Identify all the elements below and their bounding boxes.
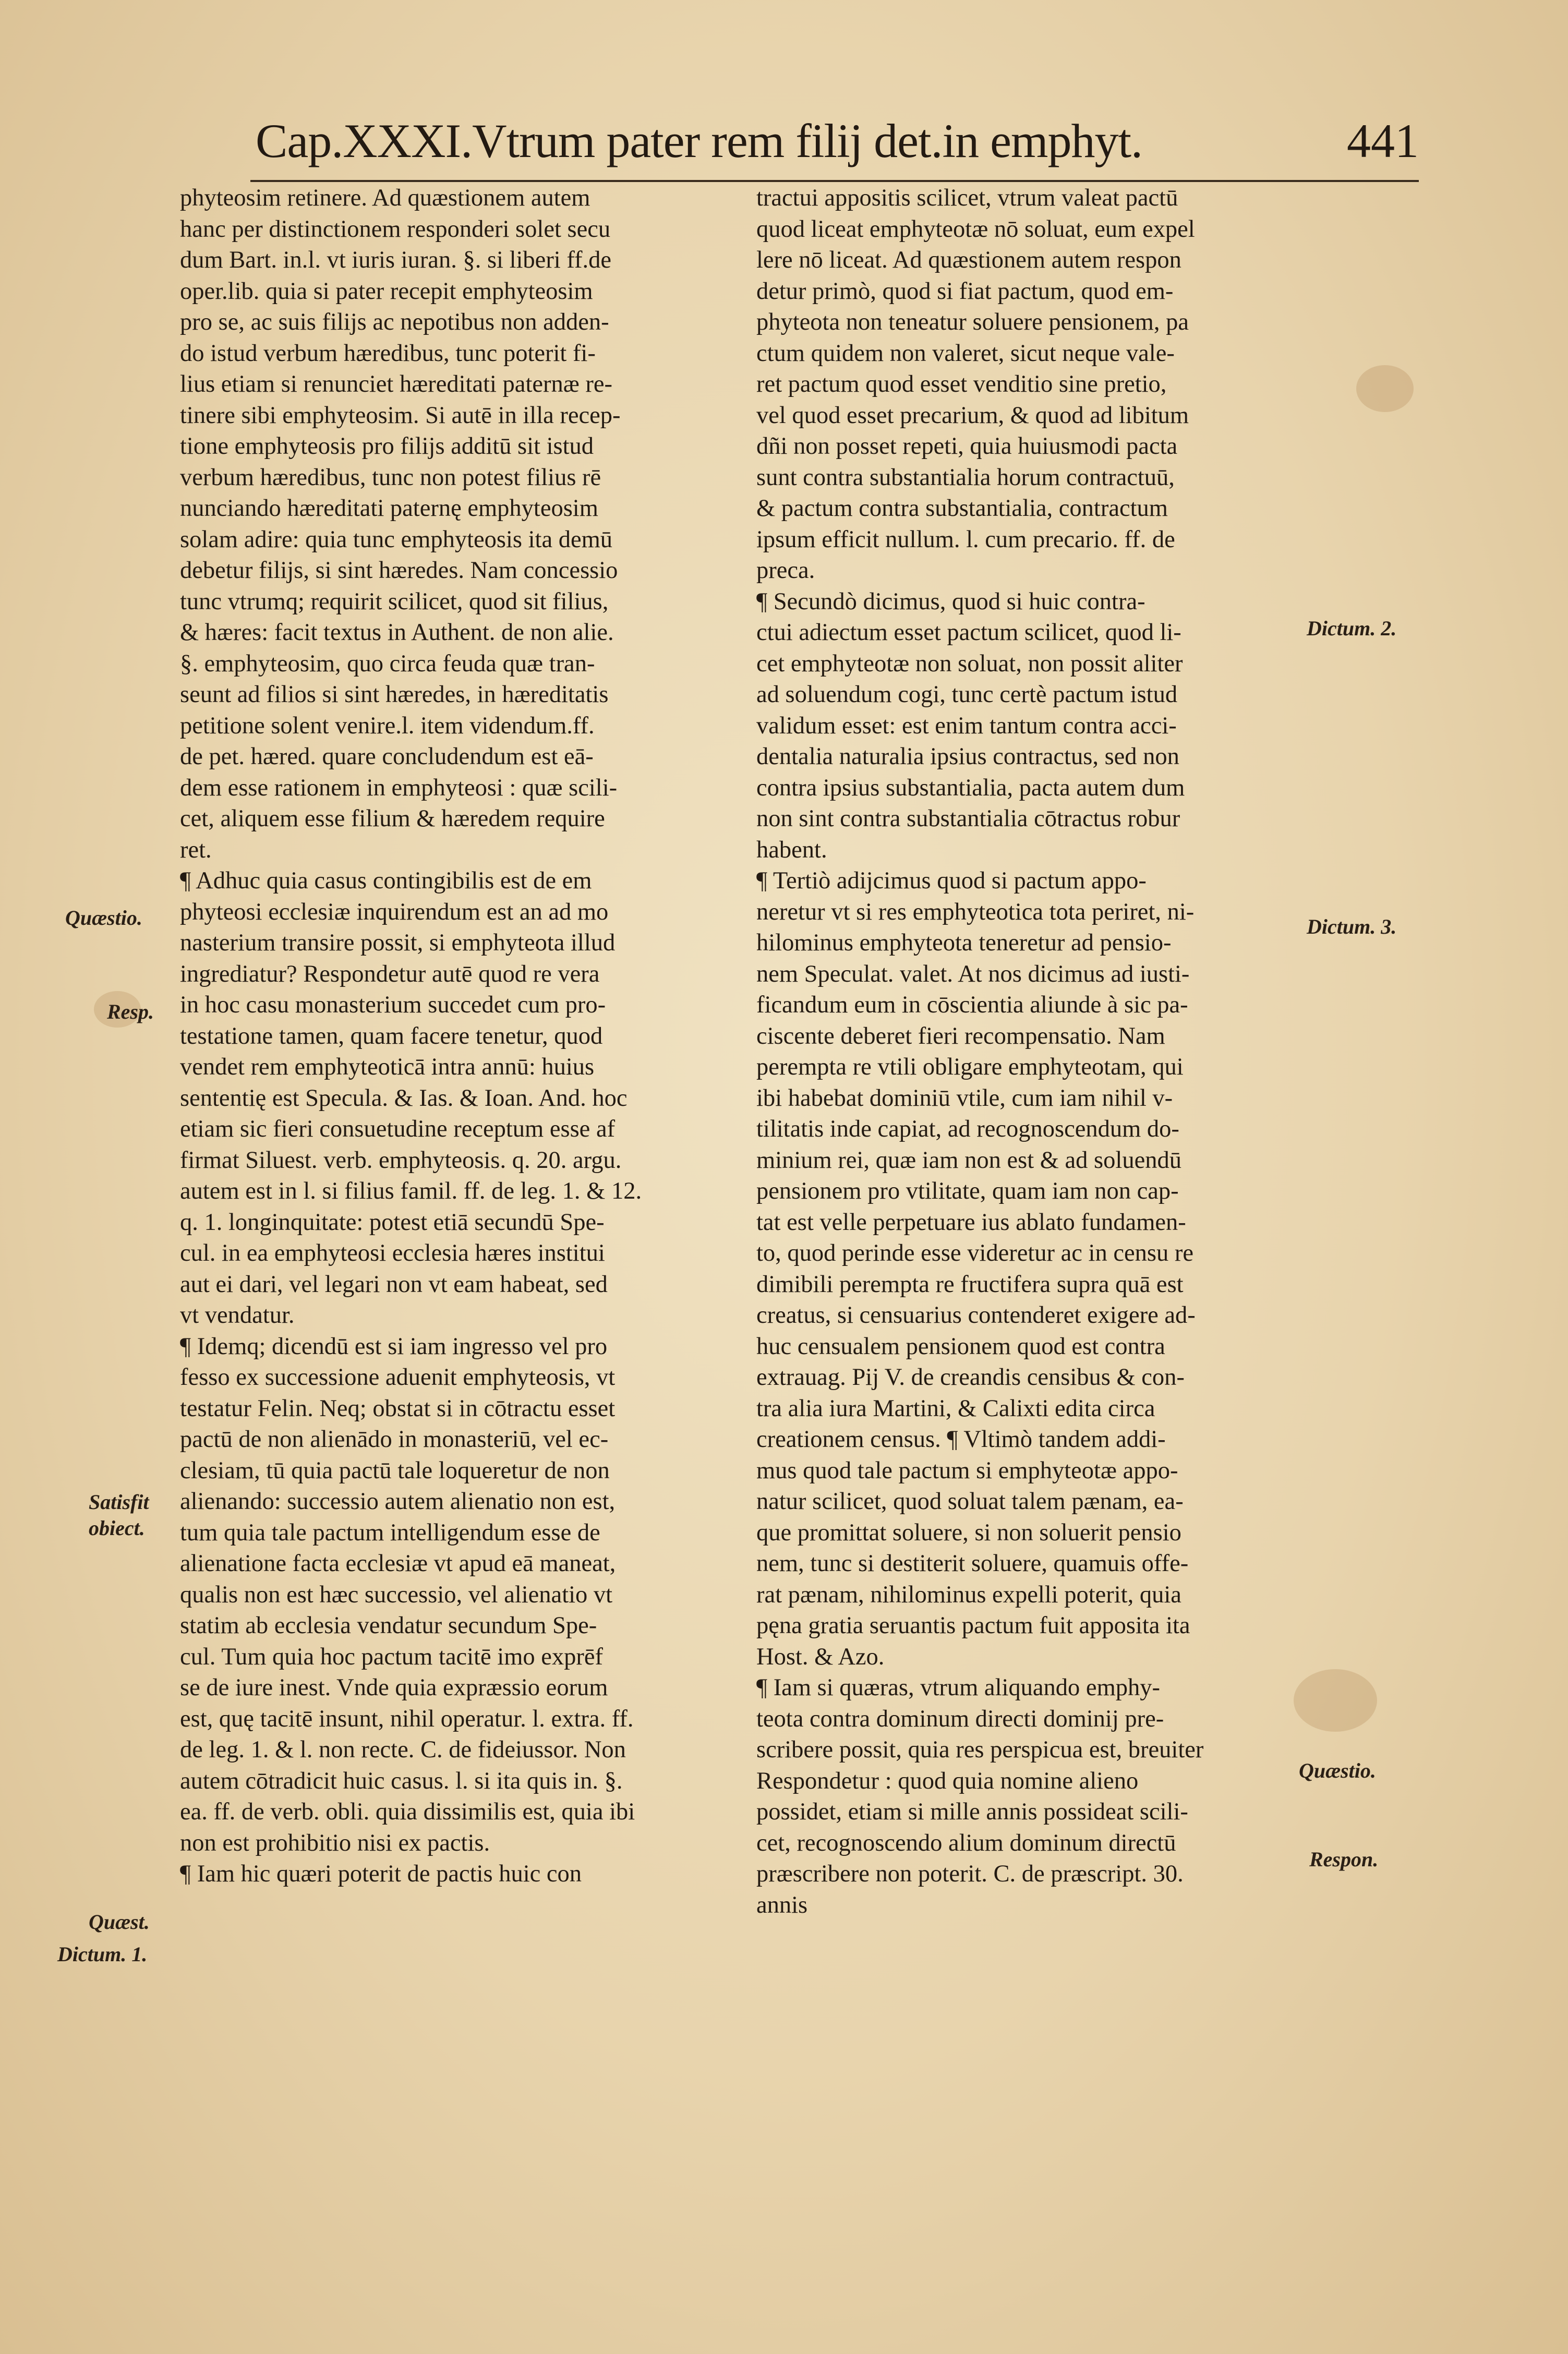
text-line: pęna gratia seruantis pactum fuit apposita ita [756,1612,1190,1639]
text-line: verbum hæredibus, tunc non potest filius rē [180,464,601,491]
text-line: vendet rem emphyteoticā intra annū: huius [180,1054,595,1080]
text-line: hanc per distinctionem responderi solet secu [180,215,611,243]
text-line: mus quod tale pactum si emphyteotæ appo- [756,1457,1178,1484]
text-line: ibi habebat dominiū vtile, cum iam nihil v- [756,1084,1173,1112]
text-line: creationem census. ¶ Vltimò tandem addi- [756,1426,1166,1453]
text-line: phyteosi ecclesiæ inquirendum est an ad mo [180,898,609,925]
text-line: dimibili perempta re fructifera supra quā est [756,1271,1184,1298]
text-line: minium rei, quæ iam non est & ad soluendū [756,1146,1181,1174]
text-line: nunciando hæreditati paternę emphyteosim [180,495,598,522]
text-line: extrauag. Pij V. de creandis censibus & con- [756,1364,1185,1391]
text-line: ciscente deberet fieri recompensatio. Nam [756,1022,1165,1049]
text-line: ret. [180,836,212,863]
text-line: se de iure inest. Vnde quia expræssio eorum [180,1674,608,1701]
margin-note-dictum-2: Dictum. 2. [1307,617,1397,640]
text-line: etiam sic fieri consuetudine receptum esse af [180,1116,616,1142]
foxing-stain [1356,365,1414,412]
text-line: to, quod perinde esse videretur ac in censu re [756,1240,1193,1266]
text-line: ¶ Iam hic quæri poterit de pactis huic con [180,1861,582,1887]
text-line: dñi non posset repeti, quia huiusmodi pacta [756,433,1178,460]
foxing-stain [1294,1669,1377,1732]
text-line: q. 1. longinquitate: potest etiā secundū Spe- [180,1209,605,1236]
margin-note-satisfit-line2: obiect. [89,1516,145,1540]
text-line: annis [756,1891,808,1918]
text-line: perempta re vtili obligare emphyteotam, qui [756,1054,1184,1080]
margin-note-resp: Resp. [107,1000,154,1023]
text-line: non sint contra substantialia cōtractus robur [756,805,1180,832]
text-line: Host. & Azo. [756,1643,885,1670]
text-line: tat est velle perpetuare ius ablato fundamen- [756,1209,1186,1236]
text-line: nasterium transire possit, si emphyteota illud [180,929,616,956]
margin-note-questio: Quæstio. [65,906,142,929]
text-line: ingrediatur? Respondetur autē quod re vera [180,960,600,987]
text-line: creatus, si censuarius contenderet exigere ad- [756,1302,1196,1329]
text-line: de leg. 1. & l. non recte. C. de fideiussor. Non [180,1736,626,1763]
text-line: §. emphyteosim, quo circa feuda quæ tran- [180,650,595,677]
text-line: statim ab ecclesia vendatur secundum Spe- [180,1612,597,1639]
text-line: hilominus emphyteota teneretur ad pensio- [756,929,1172,956]
margin-note-questio-right: Quæstio. [1299,1759,1376,1782]
text-line: tra alia iura Martini, & Calixti edita circa [756,1395,1155,1422]
text-line: neretur vt si res emphyteotica tota periret, ni- [756,898,1195,925]
text-line: pactū de non alienādo in monasteriū, vel ec- [180,1426,609,1453]
text-line: ¶ Tertiò adijcimus quod si pactum appo- [756,867,1147,894]
text-line: do istud verbum hæredibus, tunc poterit fi- [180,340,596,367]
text-line: non est prohibitio nisi ex pactis. [180,1829,490,1856]
text-line: scribere possit, quia res perspicua est, breuiter [756,1736,1204,1763]
text-line: tione emphyteosis pro filijs additū sit istud [180,433,594,460]
margin-note-dictum-3: Dictum. 3. [1307,915,1397,938]
text-line: testatione tamen, quam facere tenetur, quod [180,1022,603,1049]
text-line: clesiam, tū quia pactū tale loqueretur de non [180,1457,610,1484]
text-line: pro se, ac suis filijs ac nepotibus non adden- [180,309,609,335]
text-line: cet emphyteotæ non soluat, non possit aliter [756,650,1183,677]
text-line: ctum quidem non valeret, sicut neque vale- [756,340,1175,367]
text-line: vt vendatur. [180,1302,295,1329]
margin-note-satisfit-line1: Satisfit [89,1490,149,1514]
text-line: tilitatis inde capiat, ad recognoscendum do- [756,1116,1179,1142]
text-line: lius etiam si renunciet hæreditati paternæ re- [180,371,612,397]
text-line: nem Speculat. valet. At nos dicimus ad iusti- [756,960,1190,987]
text-line: detur primò, quod si fiat pactum, quod em- [756,277,1174,305]
margin-note-respon: Respon. [1309,1848,1379,1871]
text-line: validum esset: est enim tantum contra acci- [756,712,1177,739]
text-line: seunt ad filios si sint hæredes, in hæreditatis [180,681,609,708]
text-line: pensionem pro vtilitate, quam iam non cap- [756,1178,1179,1204]
text-line: ipsum efficit nullum. l. cum precario. ff. de [756,526,1175,553]
text-line: ea. ff. de verb. obli. quia dissimilis est, quia ibi [180,1798,635,1825]
text-line: ctui adiectum esset pactum scilicet, quod li- [756,619,1181,646]
text-line: præscribere non poterit. C. de præscript. 30. [756,1861,1184,1887]
text-line: phyteota non teneatur soluere pensionem, pa [756,309,1189,335]
text-line: phyteosim retinere. Ad quæstionem autem [180,185,590,211]
text-line: Respondetur : quod quia nomine alieno [756,1767,1139,1794]
text-line: qualis non est hæc successio, vel alienatio vt [180,1581,613,1608]
margin-note-quaest: Quæst. [89,1910,150,1934]
text-line: ficandum eum in cōscientia aliunde à sic pa- [756,992,1188,1018]
text-line: de pet. hæred. quare concludendum est eā- [180,743,594,770]
text-line: contra ipsius substantialia, pacta autem dum [756,774,1185,801]
text-line: aut ei dari, vel legari non vt eam habeat, sed [180,1271,608,1298]
text-line: dem esse rationem in emphyteosi : quæ scili- [180,774,618,801]
text-line: tum quia tale pactum intelligendum esse de [180,1519,600,1546]
text-line: ¶ Iam si quæras, vtrum aliquando emphy- [756,1674,1160,1701]
right-text-column [756,183,1283,1921]
text-line: ¶ Secundò dicimus, quod si huic contra- [756,588,1145,615]
text-line: alienando: successio autem alienatio non est, [180,1488,616,1515]
text-line: dum Bart. in.l. vt iuris iuran. §. si liberi ff.de [180,247,611,273]
left-text-column [180,183,707,1890]
text-line: fesso ex successione aduenit emphyteosis, vt [180,1364,616,1391]
text-line: solam adire: quia tunc emphyteosis ita demū [180,526,613,553]
folio-number: 441 [1347,114,1419,167]
text-line: nem, tunc si destiterit soluere, quamuis offe- [756,1550,1189,1577]
text-line: habent. [756,836,827,863]
margin-note-dictum-1: Dictum. 1. [57,1942,148,1966]
text-line: tractui appositis scilicet, vtrum valeat pactū [756,185,1178,211]
text-line: tunc vtrumq; requirit scilicet, quod sit filius, [180,588,609,615]
text-line: ret pactum quod esset venditio sine pretio, [756,371,1167,397]
page-header [250,107,1419,182]
text-line: rat pænam, nihilominus expelli poterit, quia [756,1581,1181,1608]
margin-note-satisfit [89,1489,149,1541]
text-line: firmat Siluest. verb. emphyteosis. q. 20. argu. [180,1146,622,1174]
running-head: Cap.XXXI.Vtrum pater rem filij det.in emphyt. [256,114,1143,167]
text-line: cet, aliquem esse filium & hæredem require [180,805,605,832]
text-line: cet, recognoscendo alium dominum directū [756,1829,1176,1856]
text-line: autem cōtradicit huic casus. l. si ita quis in. §. [180,1767,623,1794]
text-line: alienatione facta ecclesiæ vt apud eā maneat, [180,1550,616,1577]
text-line: in hoc casu monasterium succedet cum pro- [180,992,606,1018]
text-line: preca. [756,557,815,584]
text-line: petitione solent venire.l. item videndum.ff. [180,712,595,739]
text-line: & hæres: facit textus in Authent. de non alie. [180,619,614,646]
text-line: teota contra dominum directi dominij pre- [756,1705,1164,1732]
text-line: vel quod esset precarium, & quod ad libitum [756,402,1189,429]
text-line: huc censualem pensionem quod est contra [756,1333,1165,1360]
text-line: ¶ Adhuc quia casus contingibilis est de em [180,867,592,894]
text-line: sunt contra substantialia horum contractuū, [756,464,1175,491]
text-line: possidet, etiam si mille annis possideat scili- [756,1798,1188,1825]
text-line: debetur filijs, si sint hæredes. Nam concessio [180,557,618,584]
text-line: cul. in ea emphyteosi ecclesia hæres institui [180,1240,605,1266]
text-line: natur scilicet, quod soluat talem pænam, ea- [756,1488,1184,1515]
text-line: ¶ Idemq; dicendū est si iam ingresso vel pro [180,1333,608,1360]
text-line: autem est in l. si filius famil. ff. de leg. 1. & 12. [180,1178,642,1204]
text-line: est, quę tacitē insunt, nihil operatur. l. extra. ff. [180,1705,634,1732]
text-line: tinere sibi emphyteosim. Si autē in illa recep- [180,402,621,429]
text-line: testatur Felin. Neq; obstat si in cōtractu esset [180,1395,616,1422]
text-line: quod liceat emphyteotæ nō soluat, eum expel [756,215,1195,243]
text-line: cul. Tum quia hoc pactum tacitē imo exprēf [180,1643,603,1670]
text-line: dentalia naturalia ipsius contractus, sed non [756,743,1179,770]
text-line: que promittat soluere, si non soluerit pensio [756,1519,1181,1546]
text-line: oper.lib. quia si pater recepit emphyteosim [180,277,593,305]
text-line: & pactum contra substantialia, contractum [756,495,1168,522]
text-line: lere nō liceat. Ad quæstionem autem respon [756,247,1181,273]
text-line: sententię est Specula. & Ias. & Ioan. And. hoc [180,1084,628,1112]
text-line: ad soluendum cogi, tunc certè pactum istud [756,681,1178,708]
